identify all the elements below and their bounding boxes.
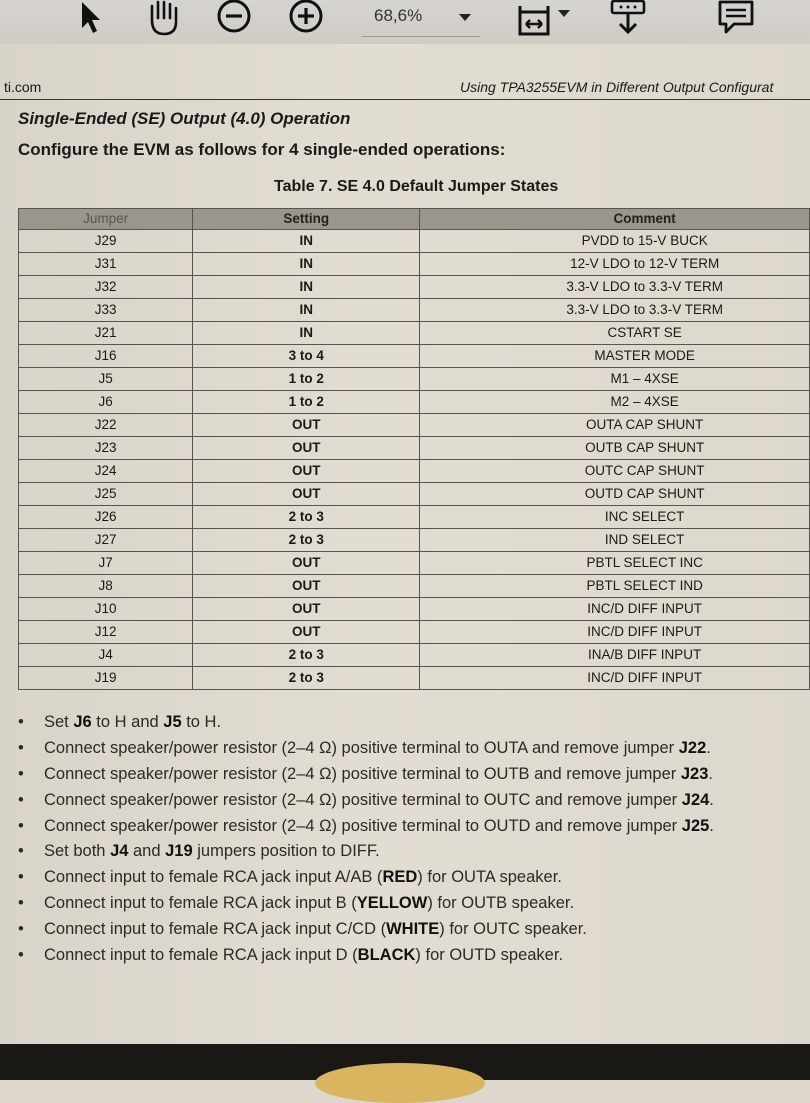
list-text: ) for OUTC speaker. xyxy=(439,920,587,939)
cell-jumper: J23 xyxy=(19,437,193,460)
table-row xyxy=(19,460,810,483)
list-text: to H. xyxy=(181,713,222,731)
bullet-marker: • xyxy=(18,738,24,757)
table-row xyxy=(19,253,810,276)
toolbar xyxy=(0,0,810,45)
zoom-in-icon[interactable] xyxy=(286,0,326,36)
bullet-marker: • xyxy=(18,842,24,861)
cell-setting: OUT xyxy=(193,483,420,506)
zoom-value: 68,6% xyxy=(374,6,423,25)
list-text: Connect input to female RCA jack input C/CD ( xyxy=(44,920,387,939)
header-setting: Setting xyxy=(193,209,420,230)
comment-icon[interactable] xyxy=(716,0,756,40)
table-caption: Table 7. SE 4.0 Default Jumper States xyxy=(274,178,559,195)
table-row xyxy=(19,276,810,299)
cell-setting: IN xyxy=(193,322,420,345)
bullet-marker: • xyxy=(18,764,24,783)
table-row xyxy=(19,552,810,575)
cell-jumper: J12 xyxy=(19,621,193,644)
cell-comment: OUTC CAP SHUNT xyxy=(420,460,810,483)
list-text: ) for OUTD speaker. xyxy=(415,946,564,965)
download-icon[interactable] xyxy=(608,0,648,40)
bezel-glare xyxy=(315,1063,485,1103)
list-text: Connect input to female RCA jack input A/AB ( xyxy=(44,868,383,887)
list-text: Connect speaker/power resistor (2–4 Ω) positive terminal to OUTC and remove jumper xyxy=(44,790,682,809)
list-text: . xyxy=(709,816,714,835)
cell-jumper: J8 xyxy=(19,575,193,598)
list-text: . xyxy=(709,790,714,809)
table-row xyxy=(19,322,810,345)
table-row xyxy=(19,368,810,391)
cell-comment: 3.3-V LDO to 3.3-V TERM xyxy=(420,276,810,299)
cell-setting: 3 to 4 xyxy=(193,345,420,368)
cell-jumper: J27 xyxy=(19,529,193,552)
cell-comment: 3.3-V LDO to 3.3-V TERM xyxy=(420,299,810,322)
cell-jumper: J25 xyxy=(19,483,193,506)
header-divider xyxy=(0,99,810,100)
cell-setting: 1 to 2 xyxy=(193,368,420,391)
cell-comment: INC/D DIFF INPUT xyxy=(420,621,810,644)
cell-setting: 2 to 3 xyxy=(193,506,420,529)
cell-comment: 12-V LDO to 12-V TERM xyxy=(420,253,810,276)
list-text: and xyxy=(128,842,166,861)
cell-comment: PBTL SELECT IND xyxy=(420,575,810,598)
table-row xyxy=(19,299,810,322)
table-row xyxy=(19,667,810,690)
zoom-select[interactable] xyxy=(362,0,480,37)
cell-setting: IN xyxy=(193,276,420,299)
table-row xyxy=(19,575,810,598)
table-row xyxy=(19,345,810,368)
cell-comment: INA/B DIFF INPUT xyxy=(420,644,810,667)
cell-jumper: J7 xyxy=(19,552,193,575)
table-header-row xyxy=(19,209,810,230)
cell-jumper: J16 xyxy=(19,345,193,368)
cell-comment: M2 – 4XSE xyxy=(420,391,810,414)
cell-jumper: J32 xyxy=(19,276,193,299)
list-text: to H and xyxy=(91,713,164,731)
bullet-marker: • xyxy=(18,894,24,913)
bold-term: BLACK xyxy=(357,946,416,965)
list-item xyxy=(18,865,714,891)
cell-setting: OUT xyxy=(193,552,420,575)
hand-tool-icon[interactable] xyxy=(144,0,184,36)
cell-jumper: J29 xyxy=(19,230,193,253)
table-row xyxy=(19,598,810,621)
cell-jumper: J6 xyxy=(19,391,193,414)
cell-setting: OUT xyxy=(193,414,420,437)
cell-comment: OUTB CAP SHUNT xyxy=(420,437,810,460)
list-text: jumpers position to DIFF. xyxy=(192,842,380,861)
bold-term: J4 xyxy=(110,842,129,861)
list-item xyxy=(18,736,714,762)
bold-term: RED xyxy=(382,868,418,887)
page-fit-icon[interactable] xyxy=(514,0,576,40)
cell-comment: M1 – 4XSE xyxy=(420,368,810,391)
cell-jumper: J31 xyxy=(19,253,193,276)
list-item xyxy=(18,762,714,788)
list-text: Connect speaker/power resistor (2–4 Ω) positive terminal to OUTB and remove jumper xyxy=(44,764,681,783)
bullet-marker: • xyxy=(18,946,24,965)
bold-term: YELLOW xyxy=(356,894,428,913)
cell-jumper: J21 xyxy=(19,322,193,345)
cell-setting: OUT xyxy=(193,437,420,460)
cell-comment: MASTER MODE xyxy=(420,345,810,368)
cell-comment: PVDD to 15-V BUCK xyxy=(420,230,810,253)
list-item xyxy=(18,788,714,814)
cell-setting: 1 to 2 xyxy=(193,391,420,414)
list-text: Set xyxy=(44,713,74,731)
cell-jumper: J19 xyxy=(19,667,193,690)
cell-jumper: J5 xyxy=(19,368,193,391)
list-text: ) for OUTA speaker. xyxy=(417,868,562,887)
cell-jumper: J4 xyxy=(19,644,193,667)
bullet-marker: • xyxy=(18,920,24,939)
table-row xyxy=(19,391,810,414)
cell-setting: OUT xyxy=(193,460,420,483)
table-row xyxy=(19,644,810,667)
cell-jumper: J10 xyxy=(19,598,193,621)
header-site[interactable]: ti.com xyxy=(4,79,42,95)
cell-setting: 2 to 3 xyxy=(193,644,420,667)
list-text: Connect input to female RCA jack input B ( xyxy=(44,894,357,913)
bold-term: J23 xyxy=(680,764,709,783)
cell-setting: IN xyxy=(193,253,420,276)
list-item xyxy=(18,839,714,865)
cell-setting: OUT xyxy=(193,621,420,644)
list-text: . xyxy=(708,764,713,783)
bold-term: J25 xyxy=(681,816,710,835)
table-row xyxy=(19,230,810,253)
cell-setting: OUT xyxy=(193,575,420,598)
cell-comment: INC SELECT xyxy=(420,506,810,529)
table-row xyxy=(19,621,810,644)
bold-term: J22 xyxy=(678,738,707,757)
bullet-marker: • xyxy=(18,868,24,887)
header-title: Using TPA3255EVM in Different Output Configurat xyxy=(460,79,774,95)
select-arrow-icon[interactable] xyxy=(76,0,106,36)
zoom-out-icon[interactable] xyxy=(214,0,254,36)
cell-setting: IN xyxy=(193,230,420,253)
bullet-marker: • xyxy=(18,713,24,731)
section-title: Single-Ended (SE) Output (4.0) Operation xyxy=(18,109,351,128)
cell-setting: 2 to 3 xyxy=(193,667,420,690)
header-comment: Comment xyxy=(420,209,810,230)
cell-setting: IN xyxy=(193,299,420,322)
list-text: Connect speaker/power resistor (2–4 Ω) positive terminal to OUTD and remove jumper xyxy=(44,816,682,835)
cell-comment: CSTART SE xyxy=(420,322,810,345)
instruction-list xyxy=(18,710,714,969)
cell-jumper: J24 xyxy=(19,460,193,483)
header-jumper: Jumper xyxy=(19,209,193,230)
cell-comment: OUTD CAP SHUNT xyxy=(420,483,810,506)
cell-comment: INC/D DIFF INPUT xyxy=(420,598,810,621)
cell-jumper: J26 xyxy=(19,506,193,529)
table-row xyxy=(19,506,810,529)
bold-term: WHITE xyxy=(386,920,440,939)
list-item xyxy=(18,917,714,943)
table-row xyxy=(19,414,810,437)
list-item xyxy=(18,891,714,917)
list-text: Set both xyxy=(44,842,111,861)
list-text: Connect input to female RCA jack input D ( xyxy=(44,946,358,965)
list-item xyxy=(18,710,714,736)
list-text: ) for OUTB speaker. xyxy=(427,894,575,913)
cell-comment: INC/D DIFF INPUT xyxy=(420,667,810,690)
cell-jumper: J22 xyxy=(19,414,193,437)
cell-comment: IND SELECT xyxy=(420,529,810,552)
zoom-dropdown-icon[interactable] xyxy=(458,10,472,28)
list-item xyxy=(18,943,714,969)
cell-setting: 2 to 3 xyxy=(193,529,420,552)
list-item xyxy=(18,814,714,840)
document-page xyxy=(0,44,810,1044)
table-row xyxy=(19,483,810,506)
bold-term: J24 xyxy=(681,790,710,809)
cell-setting: OUT xyxy=(193,598,420,621)
bold-term: J19 xyxy=(165,842,193,861)
bold-term: J5 xyxy=(163,713,182,731)
table-row xyxy=(19,529,810,552)
list-text: Connect speaker/power resistor (2–4 Ω) positive terminal to OUTA and remove jumper xyxy=(44,738,679,757)
intro-text: Configure the EVM as follows for 4 single-ended operations: xyxy=(18,140,506,159)
cell-comment: OUTA CAP SHUNT xyxy=(420,414,810,437)
list-text: . xyxy=(706,738,711,757)
bullet-marker: • xyxy=(18,816,24,835)
bullet-marker: • xyxy=(18,790,24,809)
table-row xyxy=(19,437,810,460)
cell-jumper: J33 xyxy=(19,299,193,322)
bold-term: J6 xyxy=(73,713,92,731)
jumper-table xyxy=(18,208,810,690)
cell-comment: PBTL SELECT INC xyxy=(420,552,810,575)
